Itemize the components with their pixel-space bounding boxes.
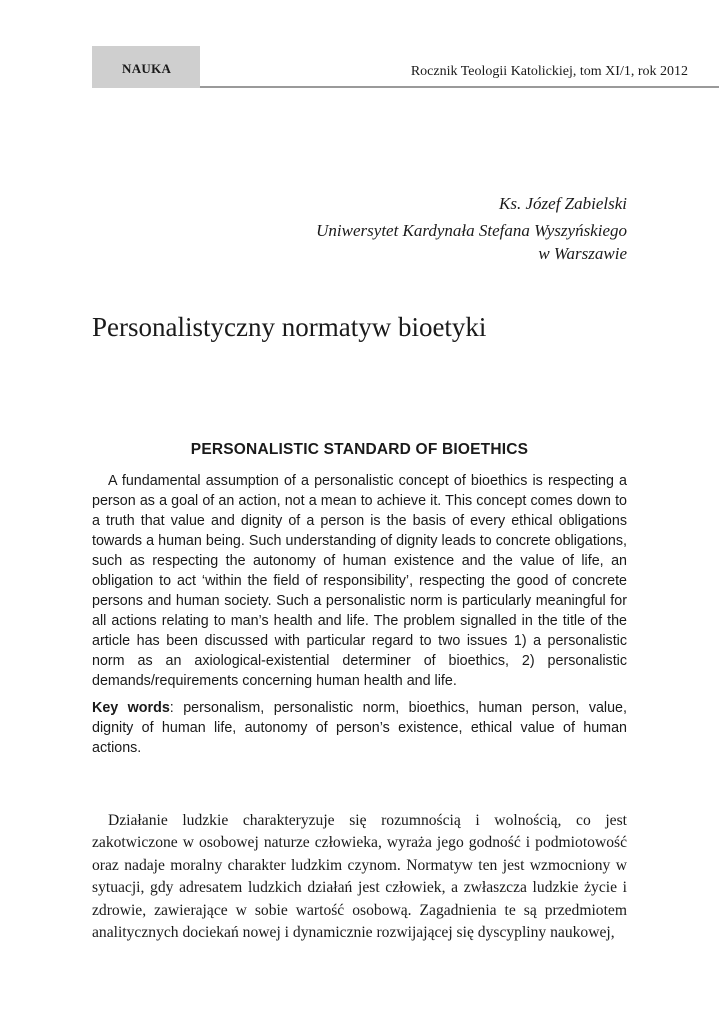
keywords-label: Key words	[92, 700, 170, 716]
journal-info: Rocznik Teologii Katolickiej, tom XI/1, rok 2012	[410, 64, 688, 79]
abstract	[92, 440, 627, 758]
abstract-heading: PERSONALISTIC STANDARD OF BIOETHICS	[190, 441, 529, 458]
keywords-list: : personalism, personalistic norm, bioethics, human person, value, dignity of human life, autonomy of person’s existence, ethical value of human actions.	[92, 700, 627, 756]
author-block	[316, 192, 627, 265]
section-label: NAUKA	[92, 46, 200, 88]
keywords	[92, 698, 627, 758]
body-paragraph: Działanie ludzkie charakteryzuje się rozumnością i wolnością, co jest zakotwiczone w osobowej naturze człowieka, wyraża jego godność i podmiotowość oraz nadaje moralny charakter ludzkim czynom. Normatyw ten jest wzmocniony w sytuacji, gdy adresatem ludzkich działań jest człowiek, a zwłaszcza ludzkie życie i zdrowie, zawierające w sobie wartość osobową. Zagadnienia te są przedmiotem analitycznych dociekań nowej i dynamicznie rozwijającej się dyscypliny naukowej,	[92, 812, 627, 942]
author-name: Ks. Józef Zabielski	[499, 194, 627, 213]
header-rule	[200, 86, 719, 88]
affiliation-line-2: w Warszawie	[538, 244, 627, 263]
affiliation-line-1: Uniwersytet Kardynała Stefana Wyszyńskiego	[316, 221, 627, 240]
article-title: Personalistyczny normatyw bioetyki	[92, 312, 487, 342]
abstract-text: A fundamental assumption of a personalistic concept of bioethics is respecting a person as a goal of an action, not a mean to achieve it. This concept comes down to a truth that value and dignity of a person is the basis of every ethical obligations towards a human being. Such understanding of dignity leads to concrete obligations, such as respecting the autonomy of human existence and the value of life, an obligation to act ‘within the field of responsibility’, respecting the good of concrete persons and human society. Such a personalistic norm is particularly meaningful for all actions relating to man’s health and life. The problem signalled in the title of the article has been discussed with particular regard to two issues 1) a personalistic norm as an axiological-existential determiner of bioethics, 2) personalistic demands/requirements concerning human health and life.	[92, 473, 627, 689]
